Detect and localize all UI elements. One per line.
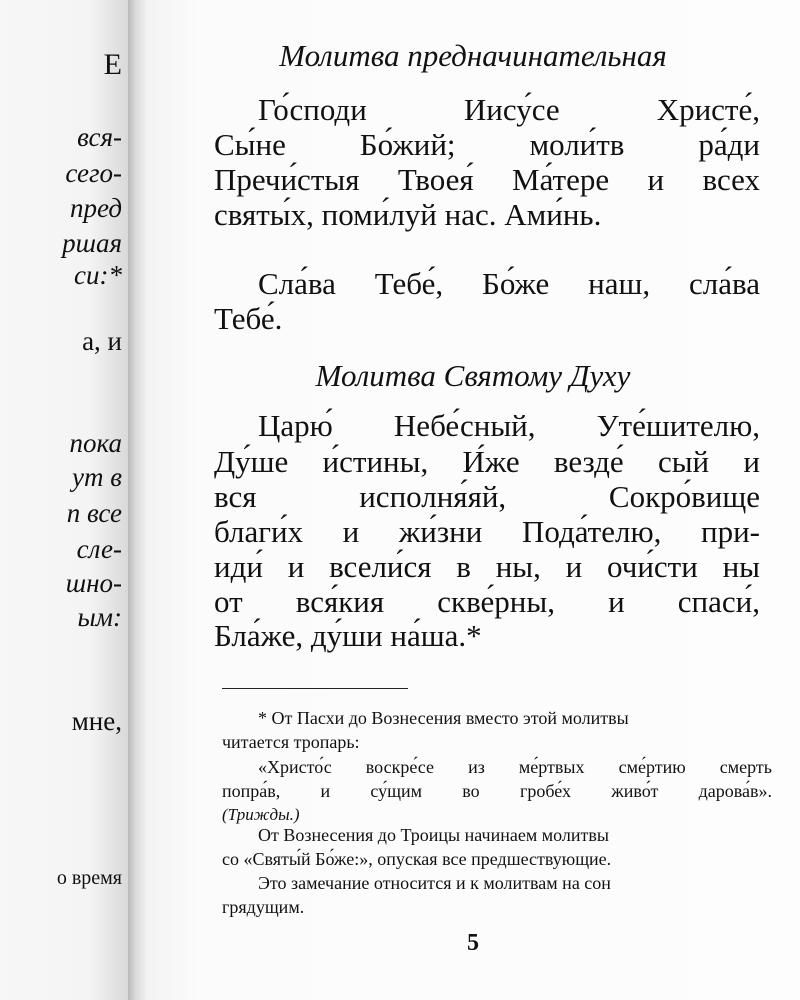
footnote-line: читается тропарь:: [222, 732, 360, 752]
prayer-line: от вся́кия скве́рны, и спаси́,: [214, 584, 760, 619]
left-page-line: сего-: [65, 158, 122, 188]
left-page-line: пред: [70, 193, 122, 223]
prayer-line: Го́споди Иису́се Христе́,: [258, 92, 760, 127]
prayer-line: Царю́ Небе́сный, Уте́шителю,: [258, 408, 760, 443]
prayer-line: Ду́ше и́стины, И́же везде́ сый и: [214, 444, 760, 479]
footnote-line: со «Святы́й Бо́же:», опуская все предшествующие.: [222, 849, 612, 869]
prayer-line: вся исполня́яй, Сокро́вище: [214, 479, 760, 514]
left-page-line: си:*: [74, 260, 122, 290]
heading-preliminary-prayer: Молитва предначинательная: [279, 38, 667, 73]
footnote-line: * От Пасхи до Вознесения вместо этой молитвы: [258, 708, 629, 728]
left-page-line: Е: [103, 48, 122, 81]
glory-line: Сла́ва Тебе́, Бо́же наш, сла́ва: [258, 266, 760, 301]
page-number: 5: [467, 930, 479, 956]
prayer-line: Пречи́стыя Твоея́ Ма́тере и всех: [214, 162, 760, 197]
right-page: [146, 0, 800, 1000]
footnote-line: грядущим.: [222, 897, 305, 917]
left-page-line: вся-: [77, 122, 122, 152]
footnote-line: (Трижды.): [222, 805, 300, 824]
left-page-line: ршая: [62, 228, 122, 258]
left-page-line: сле-: [76, 534, 122, 564]
left-page-line: мне,: [71, 706, 122, 736]
glory-line: Тебе́.: [214, 301, 283, 336]
prayer-line: иди́ и всели́ся в ны, и очи́сти ны: [214, 549, 760, 584]
left-page-line: ым:: [77, 602, 122, 632]
left-page-line: ут в: [72, 462, 122, 492]
prayer-line: святы́х, поми́луй нас. Ами́нь.: [214, 197, 602, 232]
left-page-line: шно-: [65, 568, 122, 598]
book-gutter: [128, 0, 146, 1000]
footnote-line: От Вознесения до Троицы начинаем молитвы: [258, 825, 609, 845]
prayer-line: Сы́не Бо́жий; моли́тв ра́ди: [214, 127, 760, 162]
heading-prayer-holy-spirit: Молитва Святому Духу: [315, 358, 631, 393]
left-page-line: о время: [56, 867, 122, 889]
footnote-line: «Христо́с воскре́се из ме́ртвых сме́ртию смерть: [258, 757, 772, 777]
prayer-line: благи́х и жи́зни Пода́телю, при-: [214, 514, 760, 549]
left-page-line: пока: [69, 428, 122, 458]
left-page-line: п все: [66, 498, 122, 528]
left-page-line: а, и: [82, 326, 122, 356]
footnote-line: попра́в, и су́щим во гробе́х живо́т дарова́в».: [222, 781, 772, 801]
prayer-line: Бла́же, ду́ши на́ша.*: [214, 618, 482, 653]
left-page: [0, 0, 128, 1000]
footnote-line: Это замечание относится и к молитвам на сон: [258, 873, 611, 893]
footnote-divider: [222, 688, 408, 689]
